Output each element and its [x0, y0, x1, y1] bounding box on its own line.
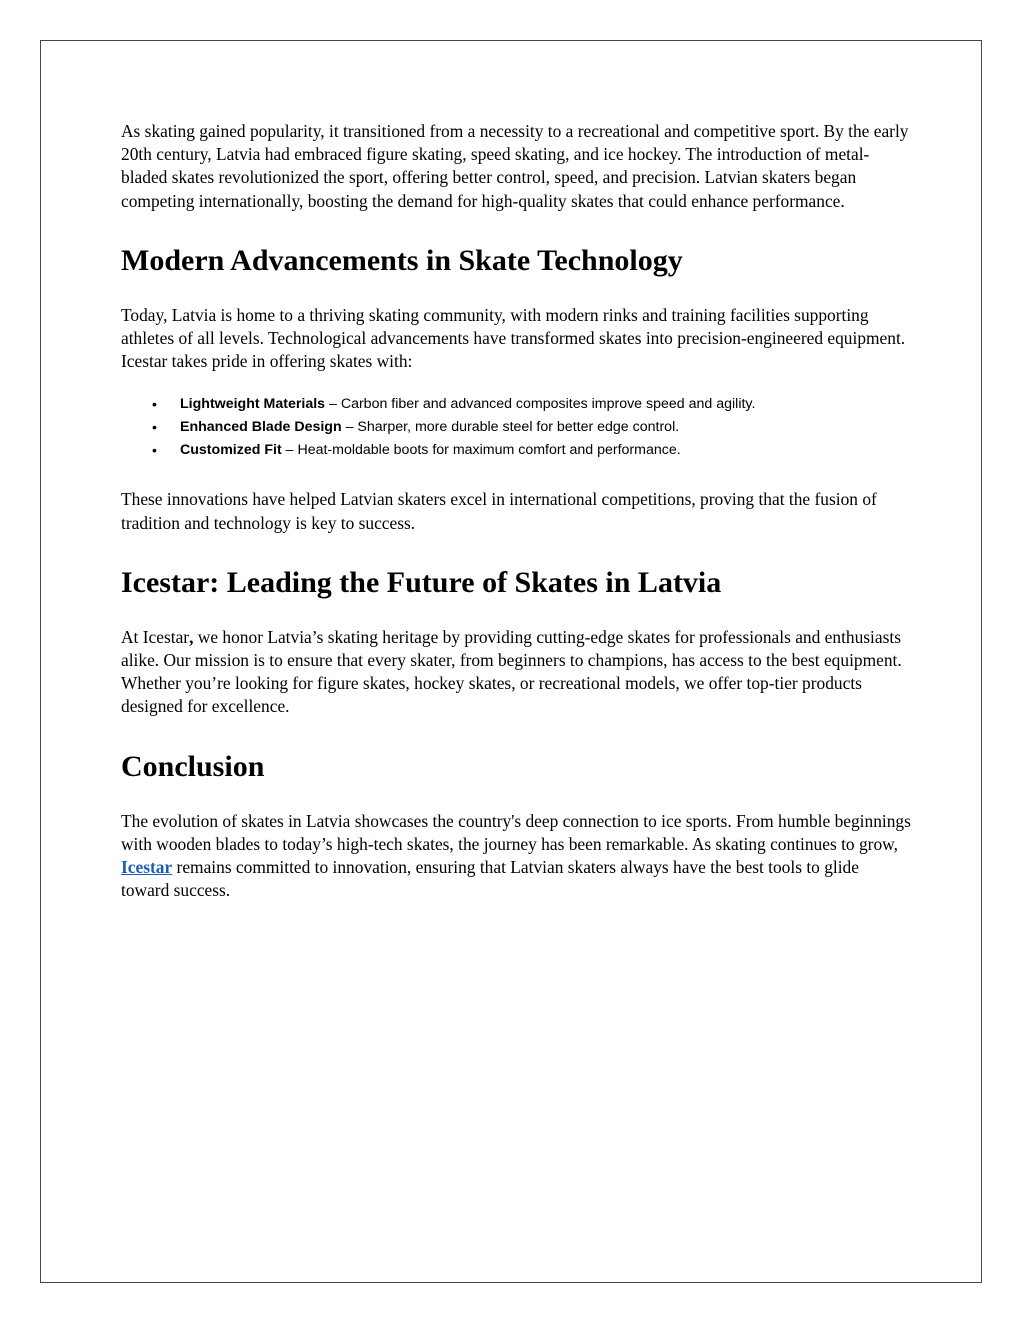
- icestar-paragraph-comma: ,: [189, 626, 194, 647]
- intro-paragraph: As skating gained popularity, it transitioned from a necessity to a recreational and competitive sport. By the early 20th century, Latvia had embraced figure skating, speed skating, and ice hockey. The introduction of metal-bladed skates revolutionized the sport, offering better control, speed, and precision. Latvian skaters began competing internationally, boosting the demand for high-quality skates that could enhance performance.: [121, 121, 909, 211]
- feature-title: Customized Fit: [180, 442, 282, 459]
- icestar-paragraph-rest: we honor Latvia’s skating heritage by providing cutting-edge skates for professionals and enthusiasts alike. Our mission is to ensure that every skater, from beginners to champions, has access to the best equipment. Whether you’re looking for figure skates, hockey skates, or recreational models, we offer top-tier products designed for excellence.: [121, 626, 902, 717]
- feature-list: [121, 393, 911, 462]
- feature-description: – Sharper, more durable steel for better edge control.: [341, 419, 680, 436]
- modern-paragraph: Today, Latvia is home to a thriving skating community, with modern rinks and training facilities supporting athletes of all levels. Technological advancements have transformed skates into precision-engineered equipment. Icestar takes pride in offering skates with:: [121, 304, 906, 372]
- icestar-paragraph-start: At Icestar: [121, 626, 190, 647]
- list-item: [121, 393, 911, 416]
- heading-modern-advancements: Modern Advancements in Skate Technology: [121, 243, 683, 277]
- feature-title: Enhanced Blade Design: [180, 419, 342, 436]
- icestar-paragraph: [121, 626, 911, 719]
- heading-icestar: Icestar: Leading the Future of Skates in Latvia: [121, 565, 722, 599]
- list-item: [121, 416, 911, 439]
- bullet-icon: •: [152, 442, 157, 459]
- feature-description: – Heat-moldable boots for maximum comfort and performance.: [281, 442, 681, 459]
- icestar-link[interactable]: Icestar: [121, 857, 173, 878]
- bullet-icon: •: [152, 419, 157, 436]
- conclusion-paragraph-start: The evolution of skates in Latvia showcases the country's deep connection to ice sports. From humble beginnings with wooden blades to today’s high-tech skates, the journey has been remarkable. As skating continues to grow,: [121, 810, 911, 854]
- feature-description: – Carbon fiber and advanced composites improve speed and agility.: [325, 396, 756, 413]
- feature-title: Lightweight Materials: [180, 396, 326, 413]
- innovations-paragraph: These innovations have helped Latvian skaters excel in international competitions, proving that the fusion of tradition and technology is key to success.: [121, 489, 877, 533]
- document-body: [121, 120, 911, 902]
- conclusion-paragraph: [121, 810, 911, 903]
- list-item: [121, 439, 911, 462]
- conclusion-paragraph-end: remains committed to innovation, ensuring that Latvian skaters always have the best tools to glide toward success.: [121, 857, 859, 901]
- heading-conclusion: Conclusion: [121, 749, 265, 783]
- bullet-icon: •: [152, 396, 157, 413]
